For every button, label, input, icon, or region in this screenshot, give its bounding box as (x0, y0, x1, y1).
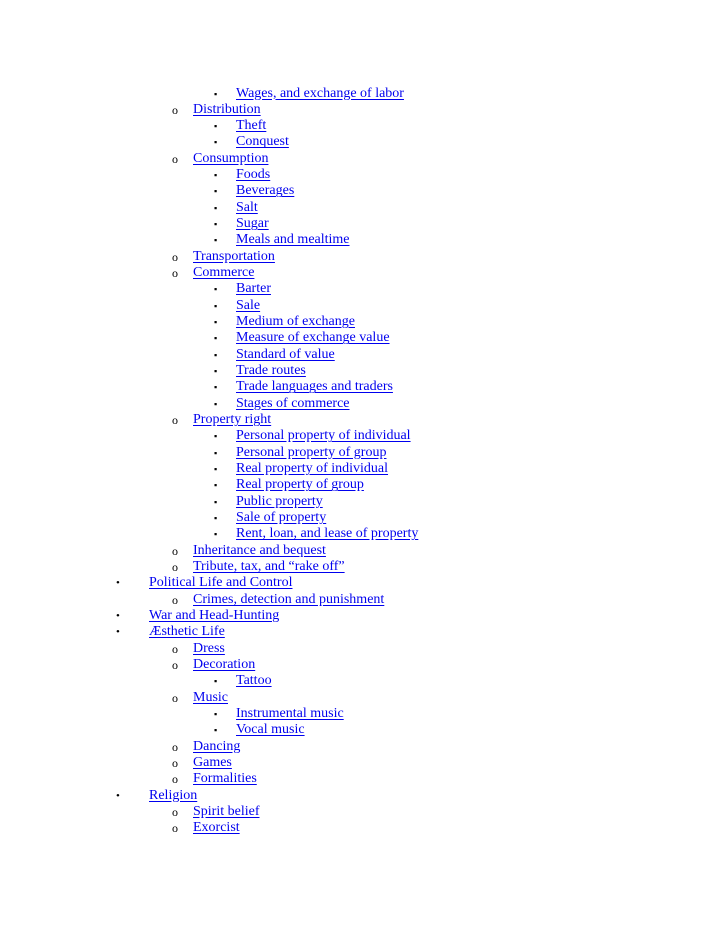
outline-item-level-2 (0, 559, 728, 575)
outline-link[interactable]: Dancing (193, 738, 241, 754)
outline-link[interactable]: Wages, and exchange of labor (236, 85, 404, 101)
outline-item-level-3 (0, 477, 728, 493)
outline-link[interactable]: Commerce (193, 265, 255, 281)
outline-item-level-3 (0, 281, 728, 297)
circle-bullet-icon: o (172, 249, 178, 264)
outline-link[interactable]: Vocal music (236, 722, 305, 738)
outline-item-level-1 (0, 575, 728, 591)
outline-item-level-3 (0, 526, 728, 542)
outline-link[interactable]: Æsthetic Life (149, 624, 225, 640)
outline-item-level-3 (0, 86, 728, 102)
outline-link[interactable]: Measure of exchange value (236, 330, 390, 346)
outline-link[interactable]: Political Life and Control (149, 575, 293, 591)
outline-item-level-3 (0, 347, 728, 363)
outline-link[interactable]: Personal property of individual (236, 428, 411, 444)
outline-link[interactable]: Conquest (236, 134, 289, 150)
circle-bullet-icon: o (172, 151, 178, 166)
outline-link[interactable]: Spirit belief (193, 803, 260, 819)
outline-item-level-3 (0, 134, 728, 150)
square-bullet-icon: ▪ (214, 464, 218, 475)
outline-link[interactable]: Sale of property (236, 510, 327, 526)
outline-item-level-2 (0, 102, 728, 118)
outline-item-level-2 (0, 690, 728, 706)
square-bullet-icon: ▪ (214, 447, 218, 458)
outline-link[interactable]: Real property of individual (236, 461, 389, 477)
outline-item-level-2 (0, 755, 728, 771)
outline-link[interactable]: Public property (236, 493, 323, 509)
circle-bullet-icon: o (172, 755, 178, 770)
outline-item-level-3 (0, 232, 728, 248)
outline-link[interactable]: Tattoo (236, 673, 272, 689)
square-bullet-icon: ▪ (214, 300, 218, 311)
outline-link[interactable]: Dress (193, 640, 225, 656)
circle-bullet-icon: o (172, 772, 178, 787)
square-bullet-icon: ▪ (214, 170, 218, 181)
circle-bullet-icon: o (172, 266, 178, 281)
outline-item-level-2 (0, 657, 728, 673)
outline-item-level-3 (0, 494, 728, 510)
outline-item-level-2 (0, 543, 728, 559)
outline-link[interactable]: Theft (236, 118, 267, 134)
outline-link[interactable]: Games (193, 754, 232, 770)
outline-item-level-3 (0, 363, 728, 379)
square-bullet-icon: ▪ (214, 725, 218, 736)
outline-link[interactable]: Formalities (193, 771, 257, 787)
square-bullet-icon: ▪ (214, 529, 218, 540)
square-bullet-icon: ▪ (214, 333, 218, 344)
square-bullet-icon: ▪ (214, 676, 218, 687)
outline-link[interactable]: Music (193, 689, 228, 705)
circle-bullet-icon: o (172, 102, 178, 117)
outline-link[interactable]: Beverages (236, 183, 295, 199)
square-bullet-icon: ▪ (214, 121, 218, 132)
outline-link[interactable]: Crimes, detection and punishment (193, 591, 385, 607)
outline-item-level-3 (0, 461, 728, 477)
outline-item-level-1 (0, 608, 728, 624)
outline-item-level-3 (0, 379, 728, 395)
circle-bullet-icon: o (172, 821, 178, 836)
square-bullet-icon: ▪ (214, 366, 218, 377)
document-outline (0, 86, 728, 837)
outline-item-level-2 (0, 412, 728, 428)
circle-bullet-icon: o (172, 804, 178, 819)
outline-item-level-3 (0, 396, 728, 412)
outline-item-level-2 (0, 771, 728, 787)
outline-link[interactable]: Instrumental music (236, 705, 344, 721)
outline-link[interactable]: Religion (149, 787, 198, 803)
outline-link[interactable]: War and Head-Hunting (149, 608, 280, 623)
circle-bullet-icon: o (172, 657, 178, 672)
outline-link[interactable]: Barter (236, 281, 271, 297)
square-bullet-icon: ▪ (214, 349, 218, 360)
circle-bullet-icon: o (172, 560, 178, 575)
outline-link[interactable]: Salt (236, 199, 258, 215)
outline-item-level-3 (0, 428, 728, 444)
outline-link[interactable]: Medium of exchange (236, 314, 355, 330)
square-bullet-icon: ▪ (214, 219, 218, 230)
square-bullet-icon: ▪ (214, 235, 218, 246)
outline-item-level-3 (0, 314, 728, 330)
square-bullet-icon: ▪ (214, 88, 218, 99)
outline-link[interactable]: Distribution (193, 101, 261, 117)
outline-item-level-3 (0, 722, 728, 738)
outline-item-level-3 (0, 183, 728, 199)
disc-bullet-icon: • (116, 789, 120, 802)
square-bullet-icon: ▪ (214, 496, 218, 507)
outline-item-level-3 (0, 510, 728, 526)
outline-link[interactable]: Stages of commerce (236, 395, 350, 411)
outline-item-level-3 (0, 298, 728, 314)
square-bullet-icon: ▪ (214, 398, 218, 409)
outline-link[interactable]: Real property of group (236, 477, 364, 493)
square-bullet-icon: ▪ (214, 513, 218, 524)
disc-bullet-icon: • (116, 626, 120, 639)
circle-bullet-icon: o (172, 543, 178, 558)
outline-link[interactable]: Property right (193, 412, 272, 428)
square-bullet-icon: ▪ (214, 202, 218, 213)
outline-item-level-3 (0, 167, 728, 183)
square-bullet-icon: ▪ (214, 317, 218, 328)
outline-item-level-2 (0, 151, 728, 167)
outline-item-level-2 (0, 249, 728, 265)
outline-item-level-3 (0, 673, 728, 689)
outline-link[interactable]: Trade languages and traders (236, 379, 393, 395)
outline-link[interactable]: Inheritance and bequest (193, 542, 326, 558)
square-bullet-icon: ▪ (214, 431, 218, 442)
outline-item-level-3 (0, 330, 728, 346)
outline-link[interactable]: Sugar (236, 216, 269, 232)
outline-item-level-1 (0, 788, 728, 804)
disc-bullet-icon: • (116, 610, 120, 622)
outline-item-level-2 (0, 820, 728, 836)
square-bullet-icon: ▪ (214, 186, 218, 197)
outline-link[interactable]: Consumption (193, 150, 269, 166)
circle-bullet-icon: o (172, 592, 178, 607)
outline-item-level-1 (0, 624, 728, 640)
disc-bullet-icon: • (116, 577, 120, 590)
circle-bullet-icon: o (172, 641, 178, 656)
square-bullet-icon: ▪ (214, 708, 218, 719)
circle-bullet-icon: o (172, 413, 178, 428)
outline-item-level-2 (0, 739, 728, 755)
outline-link[interactable]: Transportation (193, 248, 275, 264)
outline-link[interactable]: Decoration (193, 656, 256, 672)
outline-item-level-2 (0, 592, 728, 608)
outline-link[interactable]: Tribute, tax, and “rake off” (193, 559, 345, 575)
outline-link[interactable]: Foods (236, 167, 271, 183)
circle-bullet-icon: o (172, 739, 178, 754)
outline-link[interactable]: Rent, loan, and lease of property (236, 526, 419, 542)
circle-bullet-icon: o (172, 690, 178, 705)
square-bullet-icon: ▪ (214, 480, 218, 491)
outline-item-level-3 (0, 200, 728, 216)
square-bullet-icon: ▪ (214, 382, 218, 393)
square-bullet-icon: ▪ (214, 137, 218, 148)
outline-link[interactable]: Meals and mealtime (236, 232, 350, 248)
outline-item-level-2 (0, 265, 728, 281)
outline-item-level-3 (0, 445, 728, 461)
outline-link[interactable]: Exorcist (193, 820, 240, 836)
outline-item-level-3 (0, 118, 728, 134)
outline-item-level-3 (0, 216, 728, 232)
outline-link[interactable]: Personal property of group (236, 444, 387, 460)
outline-item-level-2 (0, 804, 728, 820)
outline-link[interactable]: Sale (236, 297, 261, 313)
square-bullet-icon: ▪ (214, 284, 218, 295)
outline-link[interactable]: Standard of value (236, 346, 335, 362)
outline-item-level-3 (0, 706, 728, 722)
outline-item-level-2 (0, 641, 728, 657)
outline-link[interactable]: Trade routes (236, 363, 306, 379)
